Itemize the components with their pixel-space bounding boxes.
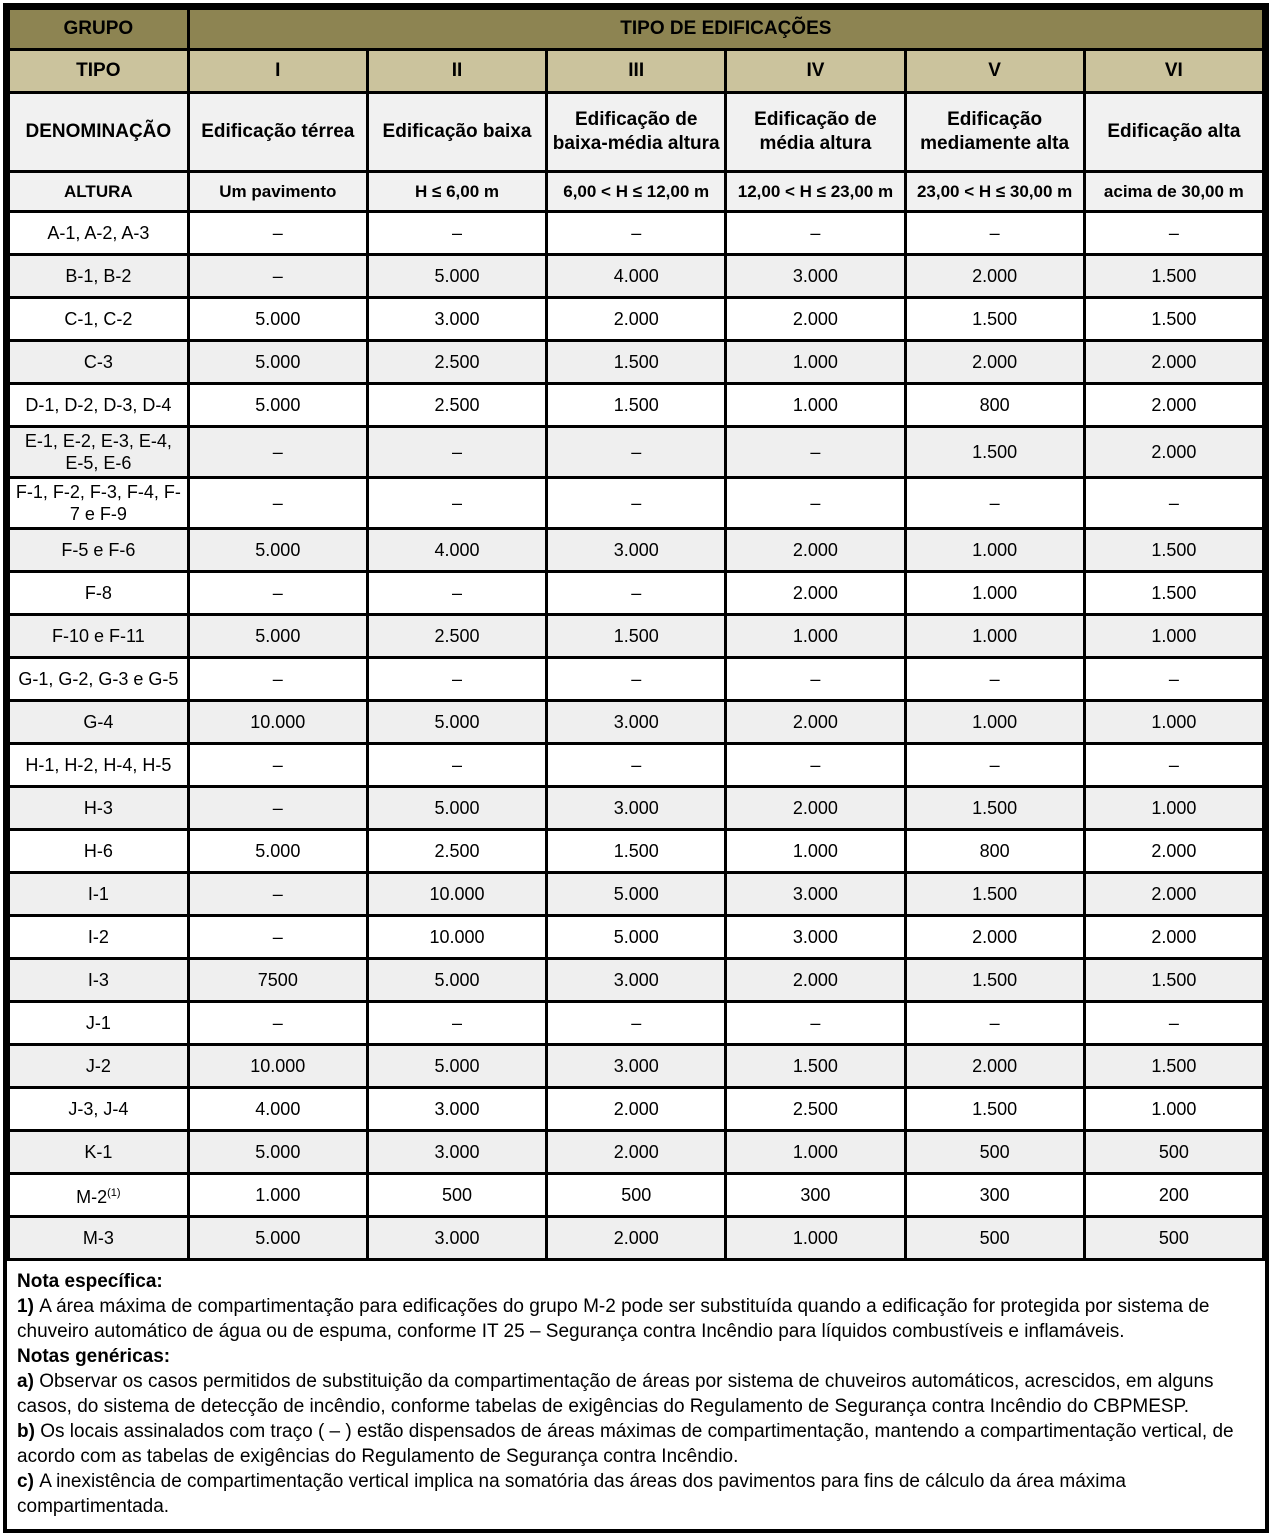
value-cell: 1.500	[547, 341, 726, 384]
value-cell: 1.000	[905, 701, 1084, 744]
value-cell: –	[1084, 658, 1263, 701]
table-row	[9, 744, 1264, 787]
denominacao-col-6: Edificação alta	[1084, 93, 1263, 172]
group-label: F-10 e F-11	[9, 615, 189, 658]
group-label: J-2	[9, 1045, 189, 1088]
value-cell: –	[367, 478, 546, 529]
notes	[7, 1261, 1265, 1529]
note-marker: 1)	[17, 1296, 40, 1317]
table-row	[9, 341, 1264, 384]
compartmentation-table	[7, 7, 1265, 1261]
value-cell: 5.000	[188, 1131, 367, 1174]
group-label: B-1, B-2	[9, 255, 189, 298]
altura-col-1: Um pavimento	[188, 172, 367, 212]
value-cell: 1.000	[1084, 615, 1263, 658]
value-cell: 1.500	[547, 384, 726, 427]
value-cell: 3.000	[367, 1217, 546, 1260]
table-row	[9, 959, 1264, 1002]
value-cell: –	[905, 744, 1084, 787]
header-row-denominacao	[9, 93, 1264, 172]
value-cell: 300	[905, 1174, 1084, 1217]
generic-notes-list	[17, 1369, 1255, 1519]
value-cell: 4.000	[547, 255, 726, 298]
table-row	[9, 255, 1264, 298]
value-cell: 5.000	[188, 615, 367, 658]
value-cell: 500	[547, 1174, 726, 1217]
table-row	[9, 1131, 1264, 1174]
value-cell: 1.500	[1084, 255, 1263, 298]
value-cell: 300	[726, 1174, 905, 1217]
value-cell: –	[547, 572, 726, 615]
group-label: I-3	[9, 959, 189, 1002]
value-cell: 1.500	[905, 959, 1084, 1002]
group-label: C-1, C-2	[9, 298, 189, 341]
denominacao-header-label: DENOMINAÇÃO	[9, 93, 189, 172]
group-label: G-1, G-2, G-3 e G-5	[9, 658, 189, 701]
group-label: H-6	[9, 830, 189, 873]
group-label: M-3	[9, 1217, 189, 1260]
value-cell: 1.000	[726, 384, 905, 427]
tipo-col-6: VI	[1084, 50, 1263, 93]
value-cell: –	[726, 427, 905, 478]
value-cell: 10.000	[188, 701, 367, 744]
value-cell: –	[188, 427, 367, 478]
value-cell: 1.000	[188, 1174, 367, 1217]
value-cell: –	[905, 212, 1084, 255]
table-row	[9, 1088, 1264, 1131]
denominacao-col-5: Edificação mediamente alta	[905, 93, 1084, 172]
value-cell: 2.000	[726, 298, 905, 341]
value-cell: –	[1084, 212, 1263, 255]
tipo-col-4: IV	[726, 50, 905, 93]
value-cell: 1.500	[1084, 959, 1263, 1002]
value-cell: 800	[905, 830, 1084, 873]
value-cell: –	[188, 744, 367, 787]
table-row	[9, 427, 1264, 478]
value-cell: 1.000	[905, 529, 1084, 572]
value-cell: 5.000	[188, 1217, 367, 1260]
value-cell: 1.000	[1084, 1088, 1263, 1131]
altura-header-label: ALTURA	[9, 172, 189, 212]
denominacao-col-2: Edificação baixa	[367, 93, 546, 172]
tipo-col-5: V	[905, 50, 1084, 93]
table-row	[9, 1217, 1264, 1260]
value-cell: 5.000	[547, 873, 726, 916]
value-cell: 10.000	[367, 873, 546, 916]
value-cell: 5.000	[188, 298, 367, 341]
value-cell: 800	[905, 384, 1084, 427]
value-cell: 2.000	[905, 916, 1084, 959]
value-cell: 5.000	[367, 959, 546, 1002]
group-label: M-2$^{(1)}$	[9, 1174, 189, 1217]
value-cell: 1.500	[905, 298, 1084, 341]
tipo-edificacoes-banner: TIPO DE EDIFICAÇÕES	[188, 9, 1263, 50]
header-row-grupo	[9, 9, 1264, 50]
table-row	[9, 529, 1264, 572]
value-cell: 5.000	[188, 529, 367, 572]
value-cell: –	[188, 478, 367, 529]
header-row-tipo	[9, 50, 1264, 93]
value-cell: 2.000	[1084, 427, 1263, 478]
header-row-altura	[9, 172, 1264, 212]
value-cell: –	[188, 255, 367, 298]
group-label: H-1, H-2, H-4, H-5	[9, 744, 189, 787]
grupo-header-label: GRUPO	[9, 9, 189, 50]
group-label: G-4	[9, 701, 189, 744]
note-item: b) Os locais assinalados com traço ( – ) estão dispensados de áreas máximas de compartimentação, mantendo a compartimentação vertical, de acordo com as tabelas de exigências do Regulamento de Segurança contra Incêndio.	[17, 1421, 1234, 1467]
value-cell: 1.000	[905, 572, 1084, 615]
value-cell: 3.000	[547, 959, 726, 1002]
value-cell: –	[367, 1002, 546, 1045]
value-cell: –	[547, 212, 726, 255]
value-cell: 10.000	[367, 916, 546, 959]
group-label: A-1, A-2, A-3	[9, 212, 189, 255]
value-cell: 3.000	[726, 255, 905, 298]
value-cell: 2.500	[367, 341, 546, 384]
value-cell: –	[547, 744, 726, 787]
value-cell: 4.000	[188, 1088, 367, 1131]
value-cell: –	[367, 572, 546, 615]
value-cell: 7500	[188, 959, 367, 1002]
value-cell: –	[188, 212, 367, 255]
value-cell: 3.000	[547, 1045, 726, 1088]
value-cell: 1.500	[905, 873, 1084, 916]
value-cell: 500	[1084, 1131, 1263, 1174]
altura-col-5: 23,00 < H ≤ 30,00 m	[905, 172, 1084, 212]
altura-col-6: acima de 30,00 m	[1084, 172, 1263, 212]
value-cell: 2.500	[367, 384, 546, 427]
note-marker: c)	[17, 1471, 40, 1492]
value-cell: 2.000	[726, 787, 905, 830]
note-item: c) A inexistência de compartimentação vertical implica na somatória das áreas dos pavimentos para fins de cálculo da área máxima compartimentada.	[17, 1471, 1126, 1517]
value-cell: 2.000	[726, 959, 905, 1002]
value-cell: –	[726, 212, 905, 255]
value-cell: 2.000	[905, 341, 1084, 384]
value-cell: 4.000	[367, 529, 546, 572]
value-cell: 1.500	[1084, 1045, 1263, 1088]
value-cell: 2.000	[547, 1088, 726, 1131]
value-cell: 2.000	[547, 298, 726, 341]
altura-col-3: 6,00 < H ≤ 12,00 m	[547, 172, 726, 212]
table-row	[9, 212, 1264, 255]
note-marker: a)	[17, 1371, 40, 1392]
table-row	[9, 1002, 1264, 1045]
value-cell: 3.000	[547, 787, 726, 830]
value-cell: 3.000	[367, 1131, 546, 1174]
table-row	[9, 873, 1264, 916]
table-row	[9, 615, 1264, 658]
value-cell: –	[188, 658, 367, 701]
value-cell: 2.000	[1084, 873, 1263, 916]
table-row	[9, 787, 1264, 830]
value-cell: –	[188, 1002, 367, 1045]
group-label: I-1	[9, 873, 189, 916]
table-row	[9, 384, 1264, 427]
value-cell: –	[367, 658, 546, 701]
value-cell: 2.000	[1084, 916, 1263, 959]
value-cell: 200	[1084, 1174, 1263, 1217]
denominacao-col-3: Edificação de baixa-média altura	[547, 93, 726, 172]
value-cell: 2.000	[547, 1131, 726, 1174]
value-cell: 1.000	[726, 1131, 905, 1174]
tipo-col-1: I	[188, 50, 367, 93]
group-label: J-1	[9, 1002, 189, 1045]
value-cell: –	[726, 744, 905, 787]
value-cell: –	[547, 478, 726, 529]
value-cell: 5.000	[547, 916, 726, 959]
table-row	[9, 572, 1264, 615]
value-cell: –	[1084, 478, 1263, 529]
group-label: F-5 e F-6	[9, 529, 189, 572]
value-cell: –	[547, 427, 726, 478]
tipo-col-3: III	[547, 50, 726, 93]
group-label: E-1, E-2, E-3, E-4, E-5, E-6	[9, 427, 189, 478]
value-cell: 10.000	[188, 1045, 367, 1088]
group-label: J-3, J-4	[9, 1088, 189, 1131]
table-row	[9, 1045, 1264, 1088]
value-cell: 5.000	[188, 384, 367, 427]
denominacao-col-1: Edificação térrea	[188, 93, 367, 172]
table-row	[9, 658, 1264, 701]
value-cell: –	[1084, 1002, 1263, 1045]
value-cell: 5.000	[188, 830, 367, 873]
value-cell: –	[367, 212, 546, 255]
table-row	[9, 701, 1264, 744]
group-label: F-8	[9, 572, 189, 615]
value-cell: –	[905, 658, 1084, 701]
value-cell: 2.000	[726, 701, 905, 744]
value-cell: 2.000	[547, 1217, 726, 1260]
group-label: H-3	[9, 787, 189, 830]
value-cell: 1.500	[1084, 298, 1263, 341]
value-cell: 2.000	[1084, 341, 1263, 384]
specific-notes-list	[17, 1294, 1255, 1344]
value-cell: 2.500	[367, 830, 546, 873]
value-cell: 2.000	[905, 255, 1084, 298]
value-cell: 2.500	[726, 1088, 905, 1131]
value-cell: 1.000	[726, 830, 905, 873]
value-cell: 1.500	[547, 830, 726, 873]
value-cell: –	[726, 478, 905, 529]
value-cell: 1.000	[1084, 787, 1263, 830]
value-cell: 2.000	[726, 529, 905, 572]
value-cell: 3.000	[547, 529, 726, 572]
tipo-header-label: TIPO	[9, 50, 189, 93]
value-cell: 1.000	[726, 1217, 905, 1260]
value-cell: –	[367, 744, 546, 787]
value-cell: 1.500	[547, 615, 726, 658]
value-cell: –	[188, 916, 367, 959]
value-cell: 2.000	[905, 1045, 1084, 1088]
value-cell: 500	[367, 1174, 546, 1217]
value-cell: 5.000	[367, 1045, 546, 1088]
table-row	[9, 830, 1264, 873]
value-cell: 3.000	[367, 1088, 546, 1131]
group-label: K-1	[9, 1131, 189, 1174]
value-cell: 5.000	[188, 341, 367, 384]
value-cell: 500	[1084, 1217, 1263, 1260]
compartmentation-table-sheet	[3, 3, 1269, 1533]
specific-note-title: Nota específica:	[17, 1271, 163, 1292]
value-cell: –	[547, 1002, 726, 1045]
value-cell: –	[1084, 744, 1263, 787]
group-label: D-1, D-2, D-3, D-4	[9, 384, 189, 427]
value-cell: 1.500	[726, 1045, 905, 1088]
value-cell: 500	[905, 1131, 1084, 1174]
table-row	[9, 1174, 1264, 1217]
table-row	[9, 916, 1264, 959]
value-cell: –	[905, 478, 1084, 529]
value-cell: 1.500	[905, 427, 1084, 478]
value-cell: 1.500	[1084, 572, 1263, 615]
value-cell: 2.000	[1084, 830, 1263, 873]
value-cell: –	[726, 658, 905, 701]
group-label: F-1, F-2, F-3, F-4, F-7 e F-9	[9, 478, 189, 529]
value-cell: 1.000	[726, 615, 905, 658]
group-label: I-2	[9, 916, 189, 959]
value-cell: 3.000	[367, 298, 546, 341]
table-body	[9, 212, 1264, 1260]
value-cell: –	[905, 1002, 1084, 1045]
tipo-col-2: II	[367, 50, 546, 93]
value-cell: 5.000	[367, 787, 546, 830]
value-cell: 2.000	[1084, 384, 1263, 427]
value-cell: 2.500	[367, 615, 546, 658]
value-cell: –	[367, 427, 546, 478]
note-item: 1) A área máxima de compartimentação para edificações do grupo M-2 pode ser substituída quando a edificação for protegida por sistema de chuveiro automático de água ou de espuma, conforme IT 25 – Segurança contra Incêndio para líquidos combustíveis e inflamáveis.	[17, 1296, 1210, 1342]
generic-notes-title: Notas genéricas:	[17, 1346, 171, 1367]
table-row	[9, 298, 1264, 341]
value-cell: 1.500	[905, 787, 1084, 830]
value-cell: 5.000	[367, 701, 546, 744]
group-label: C-3	[9, 341, 189, 384]
altura-col-4: 12,00 < H ≤ 23,00 m	[726, 172, 905, 212]
value-cell: 1.000	[726, 341, 905, 384]
denominacao-col-4: Edificação de média altura	[726, 93, 905, 172]
table-row	[9, 478, 1264, 529]
value-cell: 5.000	[367, 255, 546, 298]
value-cell: 1.500	[905, 1088, 1084, 1131]
value-cell: 500	[905, 1217, 1084, 1260]
value-cell: 1.000	[905, 615, 1084, 658]
value-cell: –	[547, 658, 726, 701]
value-cell: 3.000	[726, 916, 905, 959]
value-cell: –	[188, 572, 367, 615]
value-cell: –	[188, 873, 367, 916]
altura-col-2: H ≤ 6,00 m	[367, 172, 546, 212]
value-cell: 3.000	[547, 701, 726, 744]
note-marker: b)	[17, 1421, 41, 1442]
value-cell: 3.000	[726, 873, 905, 916]
value-cell: 2.000	[726, 572, 905, 615]
value-cell: –	[188, 787, 367, 830]
value-cell: 1.500	[1084, 529, 1263, 572]
value-cell: 1.000	[1084, 701, 1263, 744]
value-cell: –	[726, 1002, 905, 1045]
note-item: a) Observar os casos permitidos de substituição da compartimentação de áreas por sistema de chuveiros automáticos, acrescidos, em alguns casos, do sistema de detecção de incêndio, conforme tabelas de exigências do Regulamento de Segurança contra Incêndio do CBPMESP.	[17, 1371, 1214, 1417]
